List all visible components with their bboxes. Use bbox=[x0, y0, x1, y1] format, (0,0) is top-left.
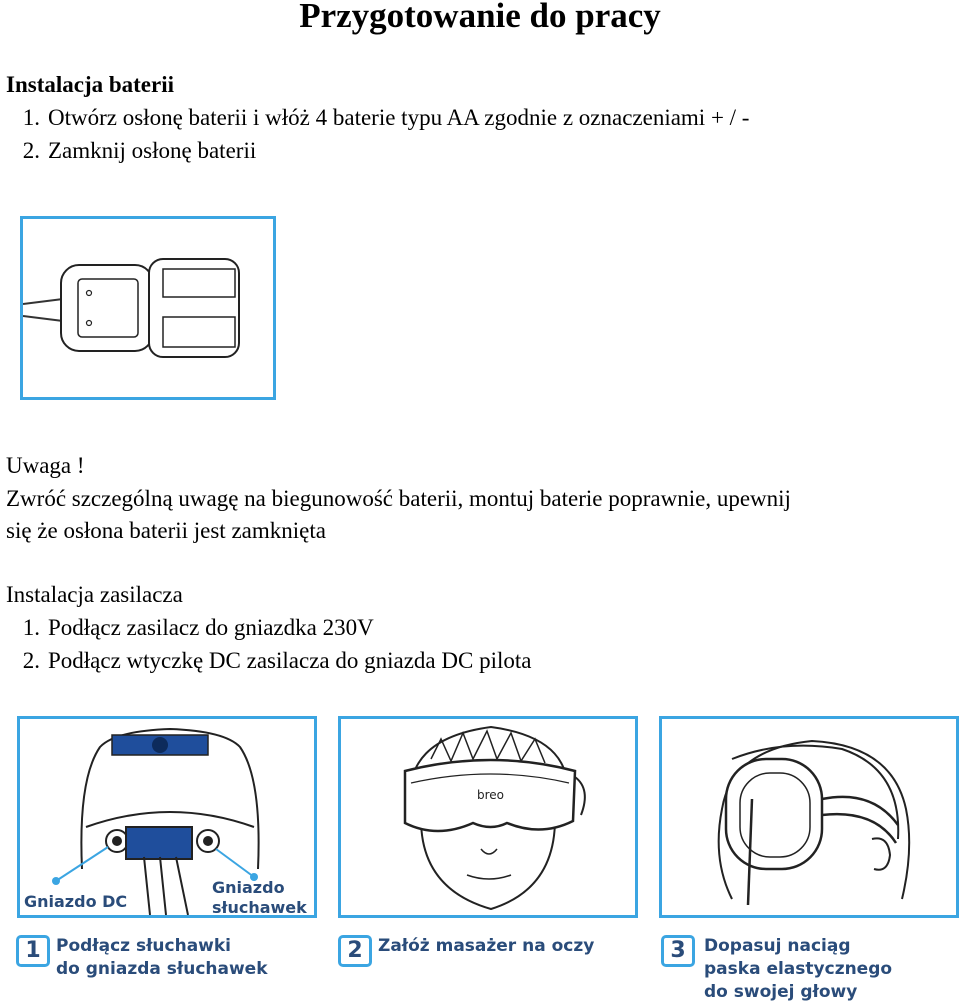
step-text: Podłącz zasilacz do gniazdka 230V bbox=[48, 615, 374, 640]
caption-1-line-2: do gniazda słuchawek bbox=[56, 959, 268, 979]
headphone-socket-label-2: słuchawek bbox=[212, 898, 307, 915]
dc-socket-label: Gniazdo DC bbox=[24, 892, 128, 911]
step-text: Podłącz wtyczkę DC zasilacza do gniazda DC pilota bbox=[48, 648, 532, 673]
note-line-2: się że osłona baterii jest zamknięta bbox=[6, 518, 326, 543]
face-front-illustration bbox=[341, 719, 635, 915]
note-line-1: Zwróć szczególną uwagę na biegunowość baterii, montuj baterie poprawnie, upewnij bbox=[6, 486, 791, 511]
headphone-socket-label-1: Gniazdo bbox=[212, 878, 285, 897]
sockets-figure bbox=[17, 716, 317, 918]
caption-number-3: 3 bbox=[661, 935, 695, 967]
caption-number-2: 2 bbox=[338, 935, 372, 967]
page-title: Przygotowanie do pracy bbox=[299, 0, 661, 35]
step-text: Otwórz osłonę baterii i włóż 4 baterie typu AA zgodnie z oznaczeniami + / - bbox=[48, 105, 750, 130]
caption-1 bbox=[56, 935, 268, 981]
power-step-2 bbox=[6, 645, 531, 677]
caption-3 bbox=[704, 935, 892, 1004]
caption-number-1: 1 bbox=[16, 935, 50, 967]
step-number: 2. bbox=[22, 648, 40, 673]
caption-2 bbox=[378, 935, 594, 958]
step-number: 2. bbox=[22, 138, 40, 163]
battery-step-2 bbox=[6, 135, 256, 167]
battery-cover-figure bbox=[20, 216, 276, 400]
caption-3-line-2: paska elastycznego bbox=[704, 959, 893, 979]
brand-logo: breo bbox=[477, 788, 505, 802]
battery-heading: Instalacja baterii bbox=[6, 72, 175, 97]
battery-step-1 bbox=[6, 102, 749, 134]
step-number: 1. bbox=[22, 615, 40, 640]
head-side-figure bbox=[659, 716, 959, 918]
note-heading: Uwaga ! bbox=[6, 453, 85, 478]
caption-2-line-1: Załóż masażer na oczy bbox=[378, 936, 595, 956]
power-step-1 bbox=[6, 612, 374, 644]
face-front-figure bbox=[338, 716, 638, 918]
caption-3-line-3: do swojej głowy bbox=[704, 982, 858, 1002]
step-number: 1. bbox=[22, 105, 40, 130]
power-heading: Instalacja zasilacza bbox=[6, 582, 183, 607]
caption-3-line-1: Dopasuj naciąg bbox=[704, 936, 851, 956]
step-text: Zamknij osłonę baterii bbox=[48, 138, 257, 163]
battery-remote-illustration bbox=[23, 219, 273, 397]
head-side-illustration bbox=[662, 719, 956, 915]
device-sockets-illustration bbox=[20, 719, 314, 915]
caption-1-line-1: Podłącz słuchawki bbox=[56, 936, 231, 956]
